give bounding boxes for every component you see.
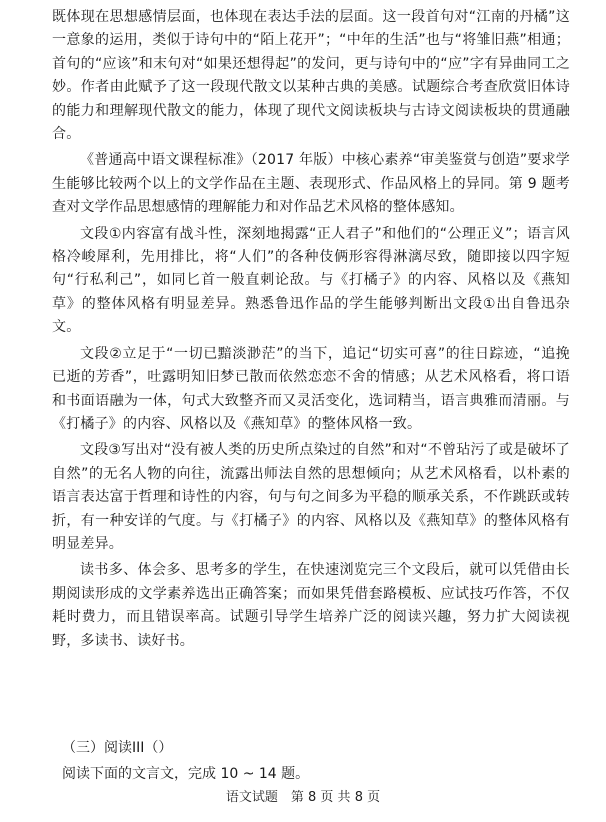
paragraph-passage-2: 文段②立足于“一切已黯淡渺茫”的当下，追记“切实可喜”的往日踪迹，“追挽已逝的芳香”，吐露明知旧梦已散而依然恋恋不舍的情感；从艺术风格看，将口语和书面语融为一体，句式大致整齐而又灵活变化，选词精当，语言典雅而清丽。与《打橘子》的内容、风格以及《燕知草》的整体风格一致。 xyxy=(52,345,570,432)
paragraph-conclusion: 读书多、体会多、思考多的学生，在快速浏览完三个文段后，就可以凭借由长期阅读形成的文学素养选出正确答案；而如果凭借套路模板、应试技巧作答，不仅耗时费力，而且错误率高。试题引导学生培养广泛的阅读兴趣，努力扩大阅读视野，多读书、读好书。 xyxy=(52,562,570,649)
paragraph-passage-3: 文段③写出对“没有被人类的历史所点染过的自然”和对“不曾玷污了或是破坏了自然”的无名人物的向往，流露出师法自然的思想倾向；从艺术风格看，以朴素的语言表达富于哲理和诗性的内容，句与句之间多为平稳的顺承关系，不作跳跃或转折，有一种安详的气度。与《打橘子》的内容、风格以及《燕知草》的整体风格有明显差异。 xyxy=(52,442,570,552)
page-footer: 语文试题 第 8 页 共 8 页 xyxy=(225,790,381,805)
section-title: （三）阅读III（） xyxy=(62,740,173,756)
section-instruction: 阅读下面的文言文，完成 10 ~ 14 题。 xyxy=(62,766,310,782)
paragraph-continuation: 既体现在思想感情层面，也体现在表达手法的层面。这一段首句对“江南的丹橘”这一意象的运用，类似于诗句中的“陌上花开”；“中年的生活”也与“将雏旧燕”相通；首句的“应该”和末句对“如果还想得起”的发问，更与诗句中的“应”字有异曲同工之妙。作者由此赋予了这一段现代散文以某种古典的美感。试题综合考查欣赏旧体诗的能力和理解现代散文的能力，体现了现代文阅读板块与古诗文阅读板块的贯通融合。 xyxy=(52,9,570,143)
reading-section xyxy=(62,737,562,786)
paragraph-passage-1: 文段①内容富有战斗性，深刻地揭露“正人君子”和他们的“公理正义”；语言风格冷峻犀利，先用排比，将“人们”的各种伎俩形容得淋漓尽致，随即接以四字短句“行私利己”，如同匕首一般直刺论敌。与《打橘子》的内容、风格以及《燕知草》的整体风格有明显差异。熟悉鲁迅作品的学生能够判断出文段①出自鲁迅杂文。 xyxy=(52,225,570,336)
paragraph-curriculum-standard: 《普通高中语文课程标准》（2017 年版）中核心素养“审美鉴赏与创造”要求学生能够比较两个以上的文学作品在主题、表现形式、作品风格上的异同。第 9 题考查对文学作品思想感情的理解能力和对作品艺术风格的整体感知。 xyxy=(52,152,570,216)
body-text xyxy=(52,6,570,656)
